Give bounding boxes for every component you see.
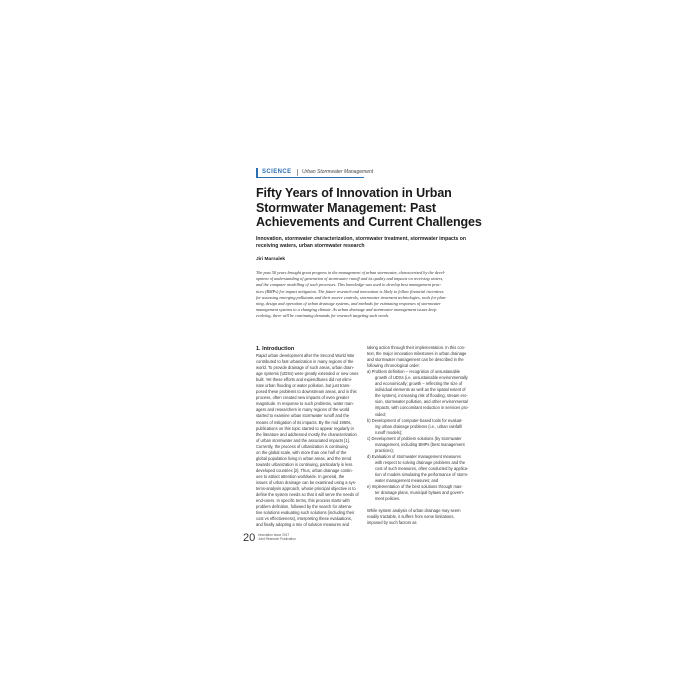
abstract-line: ning, design and operation of urban drainage systems, and methods for estimating responses of stormwater	[256, 301, 441, 307]
footer-line: Joint Research Publication	[258, 537, 296, 542]
text-line: end-users. In specific terms, this process starts with	[256, 498, 350, 504]
milestone-list	[367, 369, 471, 502]
text-line: following chronological order:	[367, 363, 421, 369]
text-line: agers and researchers in many regions of the world	[256, 407, 350, 413]
author-name: Jiri Marsalek	[256, 257, 286, 262]
text-line: readily tractable, it suffers from some limitations,	[367, 514, 455, 520]
keywords-line: receiving waters, urban stormwater research	[256, 243, 365, 249]
text-line: means of mitigation of its impacts. By the mid 1960s,	[256, 419, 352, 425]
abstract-line: The past 50 years brought great progress in the management of urban stormwater, characterized by the devel-	[256, 270, 446, 275]
text-line: ment policies.	[375, 496, 401, 502]
text-line: cost vs effectiveness), interpreting these evaluations,	[256, 516, 352, 522]
page-number: 20	[243, 532, 256, 544]
text-line: management, including BMPs (best management	[375, 441, 465, 447]
list-item	[367, 418, 471, 436]
section-subtitle: Urban Stormwater Management	[302, 169, 374, 175]
text-line: publications on this topic started to appear regularly in	[256, 425, 354, 431]
list-item	[367, 436, 471, 454]
section-header	[256, 168, 466, 177]
list-item	[367, 484, 471, 502]
text-line: magnitude. In response to such problems, water man-	[256, 401, 354, 407]
text-line: cost of such measures, often conducted by applica-	[375, 465, 469, 471]
list-item	[367, 454, 471, 484]
section-underline	[256, 177, 364, 178]
footer-line: Innovation Issue 2017	[258, 533, 290, 537]
text-line: individual elements as well as the spatial extent of	[375, 387, 466, 393]
text-line: problem definition, followed by the search for alterna-	[256, 504, 353, 510]
abstract-line: tices (BMPs) for impact mitigation. The future research and innovation is likely to follow financial incentives	[256, 288, 444, 294]
text-line: contributed to fast urbanization in many regions of the	[256, 359, 354, 365]
text-line: ter drainage plans, municipal bylaws and govern-	[375, 490, 464, 496]
text-line: built. Yet these efforts and expenditures did not elimi-	[256, 377, 352, 383]
text-line: Currently, the process of urbanization is continuing	[256, 443, 348, 449]
article-title	[256, 186, 482, 230]
text-line: and stormwater management can be described in the	[367, 357, 464, 363]
list-item	[367, 369, 471, 417]
abstract-line: management systems to a changing climate. As urban drainage and stormwater management issues keep	[256, 307, 437, 313]
text-line: and finally adopting a mix of solution measures and	[256, 522, 350, 528]
text-line: age systems (UDSs) were greatly extended or new ones	[256, 371, 359, 377]
text-line: taking action through their implementation. In this con-	[367, 345, 466, 350]
footer-info	[258, 533, 296, 541]
text-line: posed these problems to downstream areas, and in this	[256, 389, 357, 395]
paragraph	[367, 508, 471, 526]
text-line: started to examine urban stormwater runoff and the	[256, 413, 349, 419]
text-line: While system analysis of urban drainage may seem	[367, 508, 461, 514]
text-line: of urban stormwater and the associated impacts [1].	[256, 437, 350, 443]
text-line: runoff models);	[375, 429, 403, 435]
text-line: ing urban drainage problems (i.e., urban rainfall/	[375, 423, 463, 429]
text-line: vided;	[375, 411, 386, 417]
paragraph	[256, 444, 360, 529]
text-line: water management measures; and	[375, 478, 439, 484]
text-line: with respect to solving drainage problems and the	[375, 459, 466, 465]
text-line: on the global scale, with more than one half of the	[256, 449, 347, 455]
title-line: Achievements and Current Challenges	[256, 215, 482, 229]
section-label: SCIENCE	[262, 169, 292, 175]
title-line: Stormwater Management: Past	[256, 200, 436, 215]
text-line: tive solutions evaluating such solutions (including their	[256, 510, 355, 516]
text-line: tems-analysis approach, whose principal objective is to	[256, 486, 356, 492]
abstract	[256, 270, 447, 320]
abstract-line: for assessing emerging pollutants and their source controls, stormwater treatment technologies, tools for plan-	[256, 294, 447, 300]
section-divider	[297, 169, 298, 176]
text-line: nate urban flooding or water pollution, but just trans-	[256, 383, 351, 389]
text-line: b) Development of computer-based tools for evaluat-	[367, 417, 463, 423]
text-line: c) Development of problem solutions (by stormwater	[367, 435, 462, 441]
text-line: Rapid urban development after the Second World War	[256, 353, 355, 358]
section-heading: 1. Introduction	[256, 346, 295, 352]
text-line: sion, stormwater pollution, and other environmental	[375, 399, 468, 405]
text-line: the system), increasing risk of flooding, stream ero-	[375, 393, 468, 399]
text-line: global population living in urban areas, and the trend	[256, 455, 352, 461]
text-line: growth of UDSs (i.e. unsustainable environmentally	[375, 375, 468, 381]
text-line: ues to attract attention worldwide. In general, the	[256, 473, 345, 479]
text-line: impacts, with concomitant reduction in services pro-	[375, 405, 469, 411]
body-column-left	[256, 345, 360, 528]
text-line: process, often created new impacts of even greater	[256, 395, 350, 401]
text-line: practices);	[375, 447, 394, 453]
text-line: a) Problem definition – recognition of unsustainable	[367, 369, 461, 375]
abstract-line: and the computer modelling of such processes. This knowledge was used to develop best management prac-	[256, 282, 442, 288]
paragraph	[256, 353, 360, 444]
text-line: the literature and addressed mostly the characterization	[256, 431, 357, 437]
text-line: text, the major innovation milestones in urban drainage	[367, 351, 467, 357]
keywords-line: Innovation, stormwater characterization, stormwater treatment, stormwater impacts on	[256, 236, 467, 242]
body-column-right	[367, 345, 471, 526]
title-line: Fifty Years of Innovation in Urban	[256, 186, 452, 200]
text-line: tion of models simulating the performance of storm-	[375, 471, 469, 477]
text-line: world. To provide drainage of such areas, urban drain-	[256, 365, 355, 371]
text-line: towards urbanization is continuing, particularly in less	[256, 461, 353, 467]
abstract-line: evolving, there will be continuing demands for research targeting such needs.	[256, 313, 390, 319]
section-marker	[256, 168, 258, 177]
abstract-line: opment of understanding of generation of stormwater runoff and its quality and impacts on receiving waters,	[256, 276, 444, 282]
text-line: developed countries [2]. Thus, urban drainage contin-	[256, 467, 353, 473]
keywords	[256, 236, 468, 250]
text-line: e) Implementation of the best solutions through mas-	[367, 484, 463, 490]
paragraph	[367, 345, 471, 369]
text-line: define the system needs so that it will serve the needs of	[256, 492, 359, 498]
text-line: imposed by such factors as	[367, 520, 417, 526]
text-line: and economically; growth – reflecting the size of	[375, 381, 463, 387]
text-line: issues of urban drainage can be examined using a sys-	[256, 479, 357, 485]
text-line: d) Evaluation of stormwater management measures	[367, 453, 461, 459]
